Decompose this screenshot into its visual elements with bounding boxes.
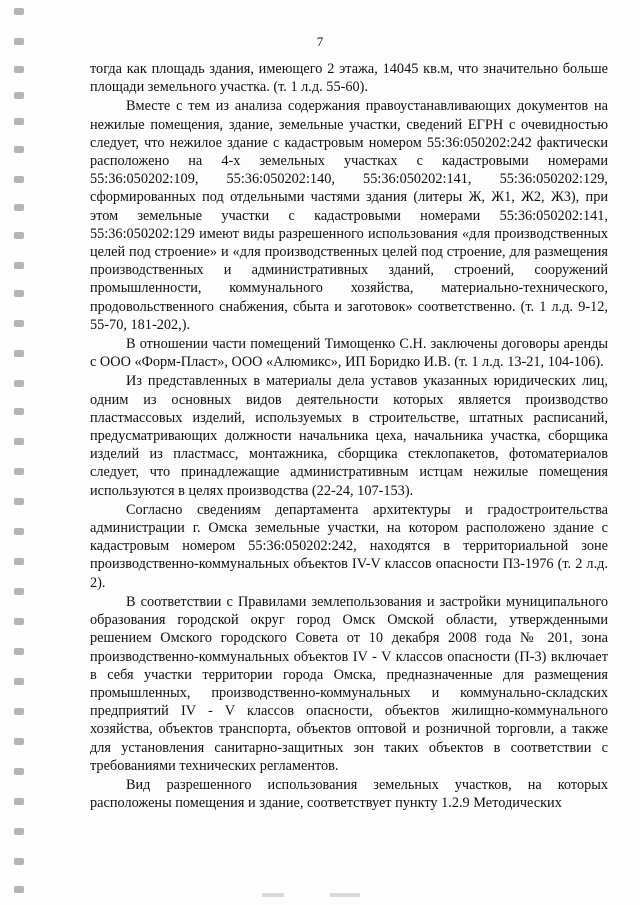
paragraph: Из представленных в материалы дела уставов указанных юридических лиц, одним из основных видов деятельности которых является производство пластмассовых изделий, используемых в строительстве, штатных расписаний, предусматривающих должности начальника цеха, начальника участка, сборщика изделий из пластмасс, монтажника, сборщика стеклопакетов, фотоматериалов следует, что принадлежащие административным истцам нежилые помещения используются в целях производства (22-24, 107-153). [90, 373, 608, 499]
paragraph: Вместе с тем из анализа содержания правоустанавливающих документов на нежилые помещения, здание, земельные участки, сведений ЕГРН с очевидностью следует, что нежилое здание с кадастровым номером 55:36:050202:242 фактически расположено на 4-х земельных участках с кадастровыми номерами 55:36:050202:109, 55:36:050202:140, 55:36:050202:141, 55:36:050202:129, сформированных под отдельными частями здания (литеры Ж, Ж1, Ж2, Ж3), при этом земельные участки с кадастровыми номерами 55:36:050202:141, 55:36:050202:129 имеют виды разрешенного использования «для производственных целей под строение» и «для производственных целей под строение, для размещения производственных и административных зданий, строений, сооружений промышленности, коммунального хозяйства, материально-технического, продовольственного снабжения, сбыта и заготовок» соответственно. (т. 1 л.д. 9-12, 55-70, 181-202,). [90, 98, 608, 333]
paragraph: тогда как площадь здания, имеющего 2 этажа, 14045 кв.м, что значительно больше площади земельного участка. (т. 1 л.д. 55-60). [90, 61, 608, 96]
document-body [90, 60, 608, 812]
scan-artifact [330, 893, 360, 897]
paragraph: Согласно сведениям департамента архитектуры и градостроительства администрации г. Омска земельные участки, на котором расположено здание с кадастровым номером 55:36:050202:242, находятся в территориальной зоне производственно-коммунальных объектов IV-V классов опасности П3-1976 (т. 2 л.д. 2). [90, 501, 608, 591]
page-number: 7 [316, 34, 324, 49]
paragraph: В отношении части помещений Тимощенко С.Н. заключены договоры аренды с ООО «Форм-Пласт», ООО «Алюмикс», ИП Боридко И.В. (т. 1 л.д. 13-21, 104-106). [90, 336, 608, 371]
paragraph: Вид разрешенного использования земельных участков, на которых расположены помещения и здание, соответствует пункту 1.2.9 Методических [90, 776, 608, 812]
paragraph: В соответствии с Правилами землепользования и застройки муниципального образования городской округ город Омск Омской области, утвержденными решением Омского городского Совета от 10 декабря 2008 года № 201, зона производственно-коммунальных объектов IV - V классов опасности (П-3) включает в себя участки территории города Омска, предназначенные для размещения промышленных, производственно-коммунальных и коммунально-складских предприятий IV - V классов опасности, объектов жилищно-коммунального хозяйства, объектов транспорта, объектов оптовой и розничной торговли, а также для установления санитарно-защитных зон таких объектов в соответствии с требованиями технических регламентов. [90, 593, 608, 774]
binding-margin-marks [14, 0, 36, 905]
scan-artifact [262, 893, 284, 897]
